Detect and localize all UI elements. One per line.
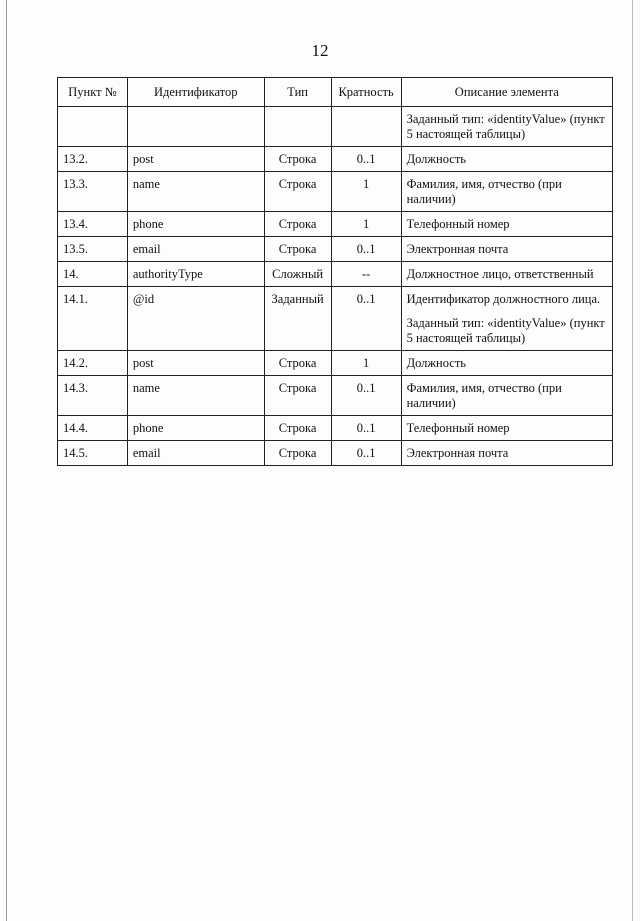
cell-description: Должность bbox=[401, 147, 612, 172]
table-row bbox=[58, 376, 613, 416]
cell-type: Строка bbox=[264, 351, 331, 376]
cell-multiplicity: 1 bbox=[331, 351, 401, 376]
cell-type: Строка bbox=[264, 237, 331, 262]
cell-multiplicity: 1 bbox=[331, 172, 401, 212]
cell-type: Сложный bbox=[264, 262, 331, 287]
cell-identifier: authorityType bbox=[127, 262, 264, 287]
page-edge-right bbox=[632, 0, 633, 921]
cell-multiplicity bbox=[331, 107, 401, 147]
cell-item: 14.1. bbox=[58, 287, 128, 351]
cell-type bbox=[264, 107, 331, 147]
cell-type: Строка bbox=[264, 441, 331, 466]
cell-description: Фамилия, имя, отчество (при наличии) bbox=[401, 376, 612, 416]
cell-identifier: phone bbox=[127, 416, 264, 441]
cell-type: Строка bbox=[264, 212, 331, 237]
cell-description: Электронная почта bbox=[401, 237, 612, 262]
cell-multiplicity: -- bbox=[331, 262, 401, 287]
cell-item: 14.4. bbox=[58, 416, 128, 441]
cell-item: 13.5. bbox=[58, 237, 128, 262]
cell-description: Телефонный номер bbox=[401, 416, 612, 441]
cell-item: 13.3. bbox=[58, 172, 128, 212]
cell-multiplicity: 0..1 bbox=[331, 416, 401, 441]
cell-multiplicity: 0..1 bbox=[331, 147, 401, 172]
cell-item: 14.2. bbox=[58, 351, 128, 376]
table-row bbox=[58, 262, 613, 287]
description-line: Идентификатор должностного лица. bbox=[406, 292, 601, 306]
table-row bbox=[58, 237, 613, 262]
cell-description: Электронная почта bbox=[401, 441, 612, 466]
cell-identifier: name bbox=[127, 376, 264, 416]
header-identifier: Идентификатор bbox=[127, 78, 264, 107]
cell-multiplicity: 0..1 bbox=[331, 287, 401, 351]
table-row bbox=[58, 147, 613, 172]
cell-description: Фамилия, имя, отчество (при наличии) bbox=[401, 172, 612, 212]
header-type: Тип bbox=[264, 78, 331, 107]
cell-identifier: email bbox=[127, 441, 264, 466]
cell-identifier: @id bbox=[127, 287, 264, 351]
cell-description: Заданный тип: «identityValue» (пункт 5 настоящей таблицы) bbox=[401, 107, 612, 147]
cell-type: Заданный bbox=[264, 287, 331, 351]
cell-type: Строка bbox=[264, 147, 331, 172]
cell-multiplicity: 0..1 bbox=[331, 237, 401, 262]
header-item: Пункт № bbox=[58, 78, 128, 107]
table-row bbox=[58, 351, 613, 376]
cell-item: 13.2. bbox=[58, 147, 128, 172]
cell-identifier: name bbox=[127, 172, 264, 212]
cell-multiplicity: 0..1 bbox=[331, 376, 401, 416]
header-multiplicity: Кратность bbox=[331, 78, 401, 107]
cell-item: 14. bbox=[58, 262, 128, 287]
cell-multiplicity: 0..1 bbox=[331, 441, 401, 466]
cell-item: 14.3. bbox=[58, 376, 128, 416]
cell-identifier: post bbox=[127, 147, 264, 172]
table-row bbox=[58, 107, 613, 147]
cell-identifier bbox=[127, 107, 264, 147]
table-row bbox=[58, 287, 613, 351]
table-row bbox=[58, 212, 613, 237]
cell-description: Телефонный номер bbox=[401, 212, 612, 237]
header-description: Описание элемента bbox=[401, 78, 612, 107]
page-edge-left bbox=[6, 0, 7, 921]
cell-description: Должностное лицо, ответственный bbox=[401, 262, 612, 287]
cell-type: Строка bbox=[264, 376, 331, 416]
table-header-row bbox=[58, 78, 613, 107]
cell-description bbox=[401, 287, 612, 351]
cell-description: Должность bbox=[401, 351, 612, 376]
table-row bbox=[58, 416, 613, 441]
table-row bbox=[58, 172, 613, 212]
cell-item: 13.4. bbox=[58, 212, 128, 237]
table-row bbox=[58, 441, 613, 466]
cell-identifier: post bbox=[127, 351, 264, 376]
cell-item bbox=[58, 107, 128, 147]
description-line: Заданный тип: «identityValue» (пункт 5 настоящей таблицы) bbox=[406, 316, 605, 345]
cell-type: Строка bbox=[264, 416, 331, 441]
cell-multiplicity: 1 bbox=[331, 212, 401, 237]
page-number: 12 bbox=[311, 41, 329, 60]
cell-identifier: email bbox=[127, 237, 264, 262]
cell-item: 14.5. bbox=[58, 441, 128, 466]
cell-identifier: phone bbox=[127, 212, 264, 237]
element-spec-table bbox=[57, 77, 613, 466]
cell-type: Строка bbox=[264, 172, 331, 212]
